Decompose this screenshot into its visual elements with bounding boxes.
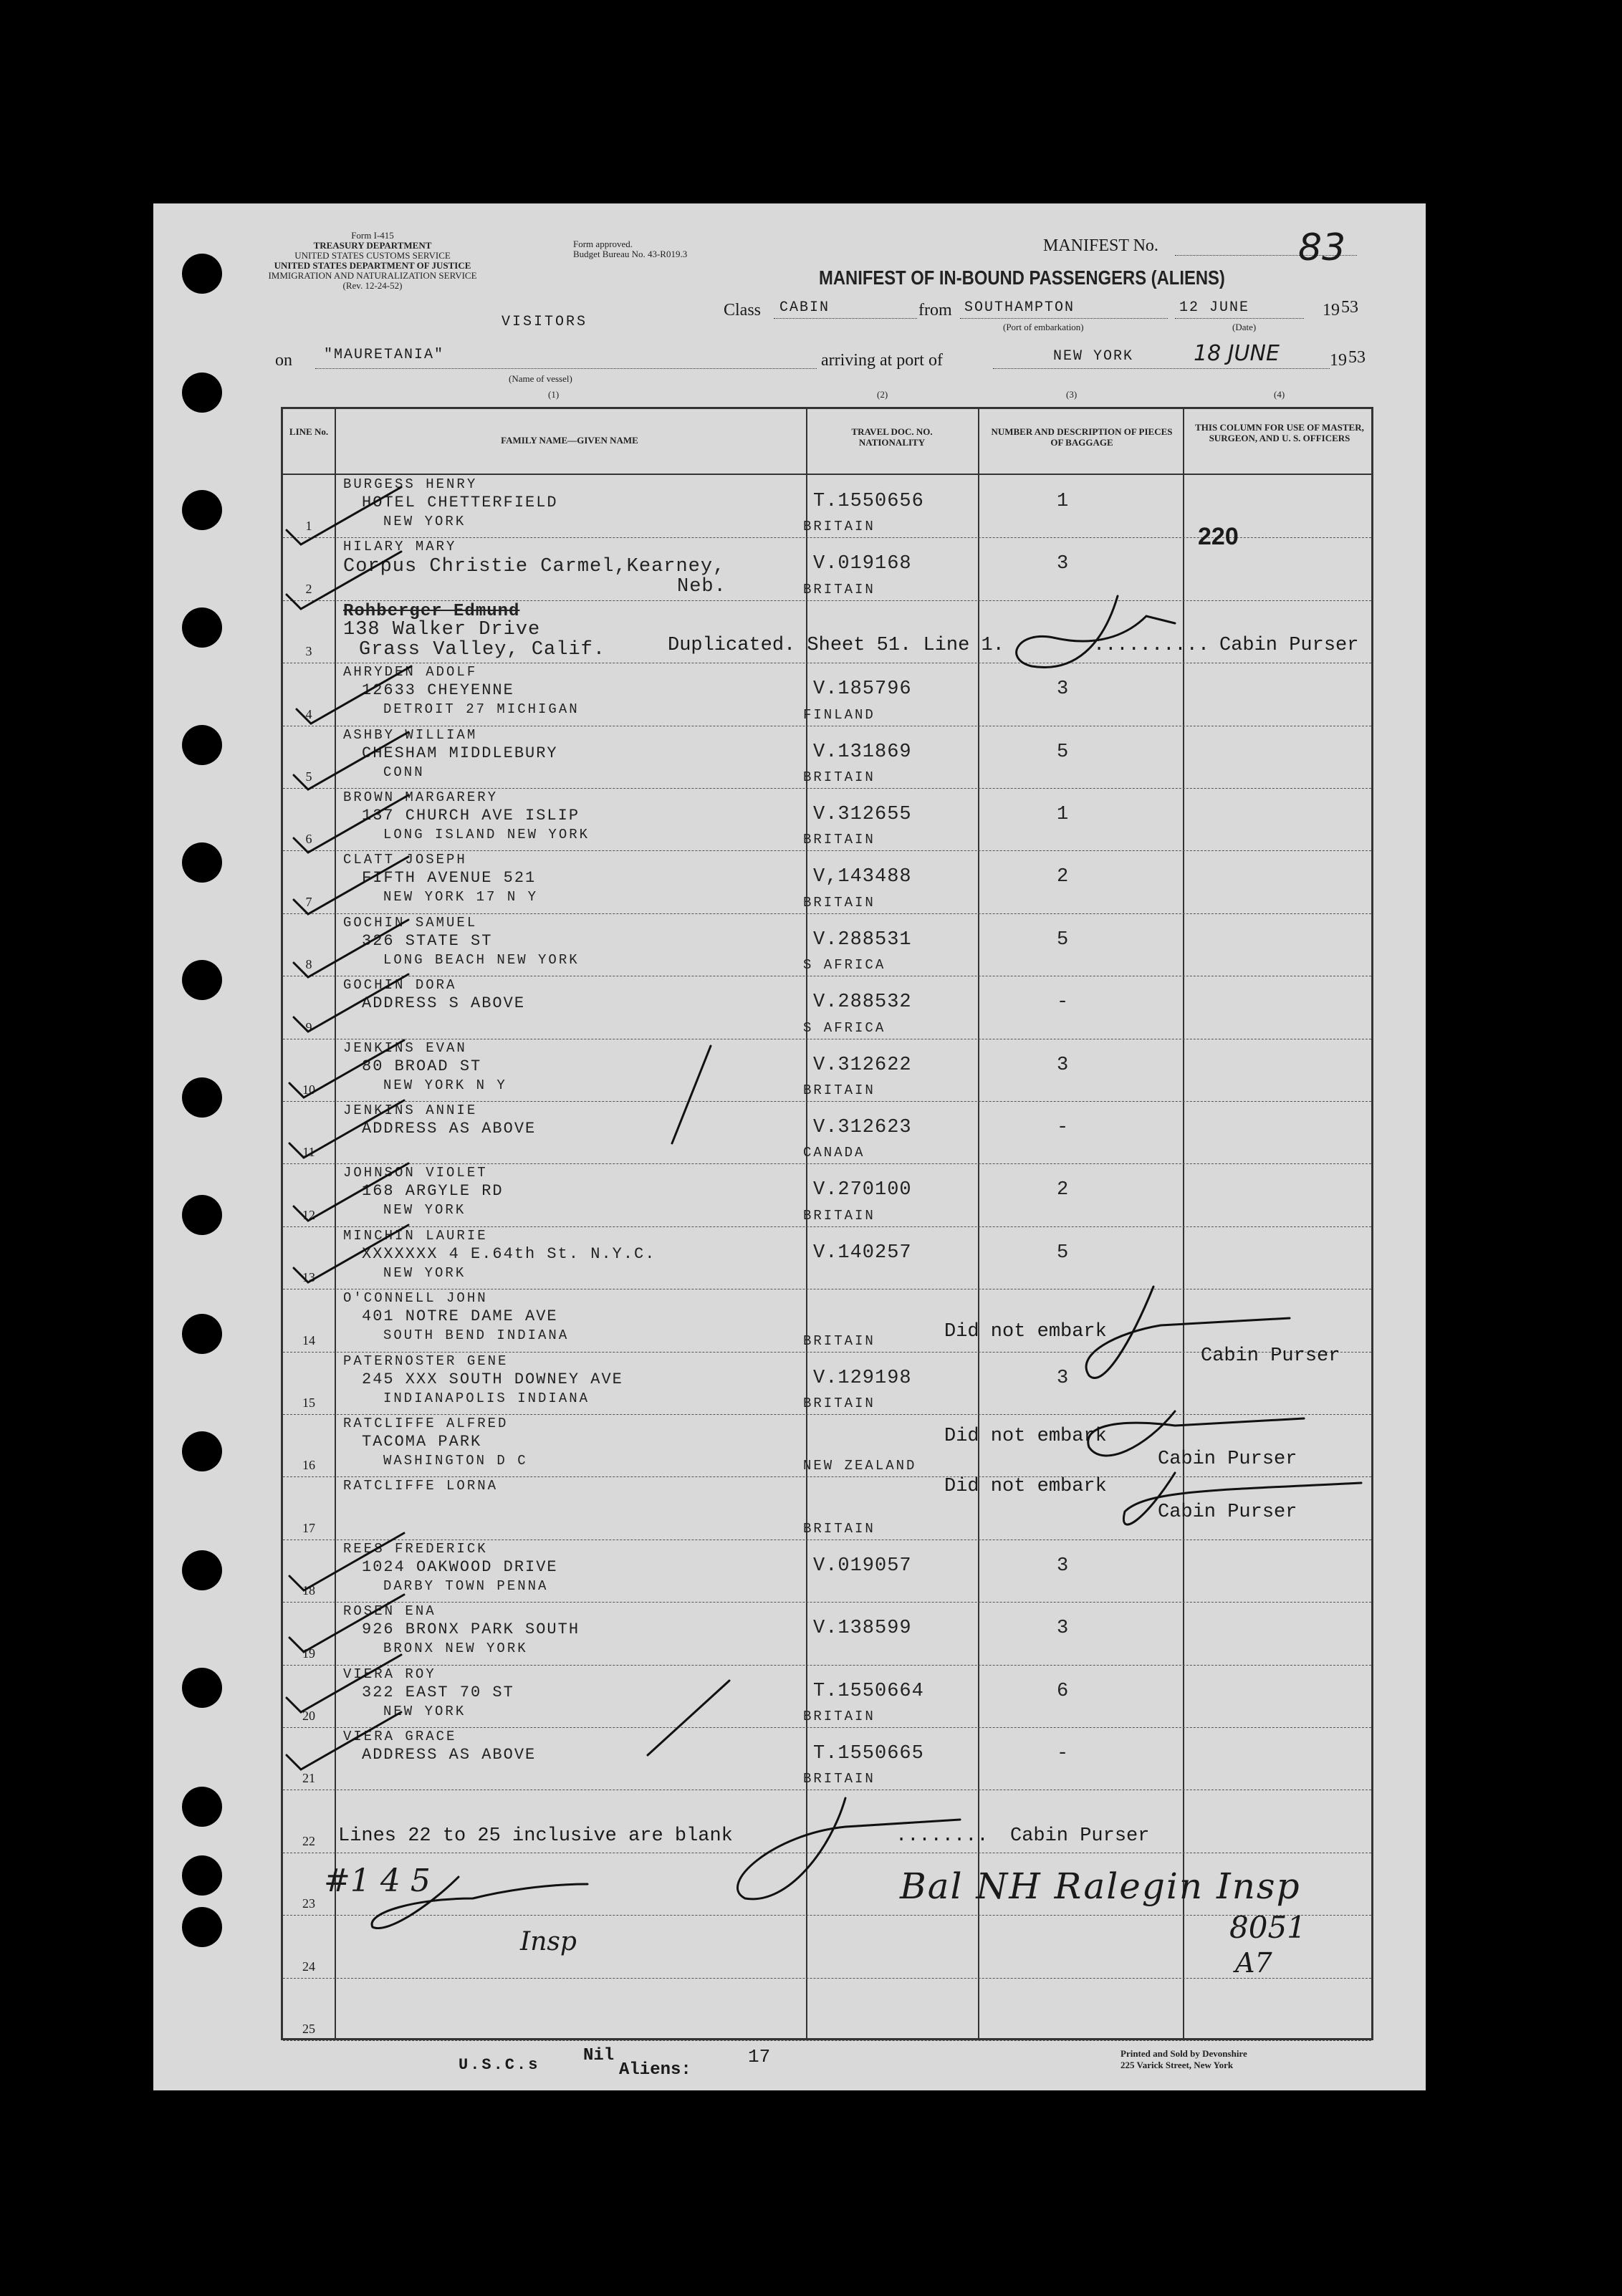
punch-hole [182, 490, 222, 530]
printer-line2: 225 Varick Street, New York [1120, 2060, 1234, 2070]
arrival-year-prefix: 19 [1330, 351, 1347, 370]
baggage-count: 3 [1057, 1054, 1070, 1076]
col-header-travel-doc: TRAVEL DOC. NO. NATIONALITY [851, 426, 933, 448]
line-number: 5 [305, 769, 312, 784]
nationality: BRITAIN [803, 581, 875, 597]
justice-dept: UNITED STATES DEPARTMENT OF JUSTICE [274, 260, 471, 271]
line-number: 19 [302, 1646, 315, 1661]
duplicated-purser: Cabin Purser [1219, 635, 1359, 656]
passenger-address-line1: XXXXXXX 4 E.64th St. N.Y.C. [362, 1244, 656, 1263]
did-not-embark-17: Did not embark [944, 1476, 1107, 1497]
nationality: BRITAIN [803, 894, 875, 911]
passenger-name: GOCHIN SAMUEL [343, 914, 478, 931]
baggage-count: 3 [1057, 1367, 1070, 1389]
punch-hole [182, 1195, 222, 1235]
passenger-address-line2: LONG BEACH NEW YORK [383, 951, 580, 968]
col-num-2: (2) [877, 389, 888, 400]
purser-17: Cabin Purser [1158, 1502, 1297, 1523]
passenger-name: Rohberger Edmund [343, 601, 520, 621]
passenger-address-line1: 168 ARGYLE RD [362, 1182, 504, 1201]
vessel-name: "MAURETANIA" [324, 347, 445, 363]
purser-14: Cabin Purser [1201, 1345, 1340, 1367]
from-line [960, 318, 1168, 319]
arriving-label: arriving at port of [821, 351, 943, 370]
passenger-name: VIERA ROY [343, 1666, 436, 1682]
table-row [283, 1039, 1371, 1101]
passenger-address-line2: Grass Valley, Calif. [359, 638, 606, 661]
footer-aliens-label: Aliens: [619, 2060, 691, 2080]
manifest-title: MANIFEST OF IN-BOUND PASSENGERS (ALIENS) [819, 266, 1225, 289]
baggage-count: 3 [1057, 678, 1070, 701]
punch-hole [182, 1907, 222, 1947]
manifest-no-label: MANIFEST No. [1043, 236, 1158, 255]
handwritten-145: #1 4 5 [324, 1863, 431, 1899]
col-header-baggage: NUMBER AND DESCRIPTION OF PIECES OF BAGGAGE [991, 426, 1173, 448]
table-row [283, 913, 1371, 976]
handwritten-8051: 8051 [1229, 1910, 1306, 1945]
blank-lines-dots: ........ [896, 1825, 989, 1847]
travel-doc-number: V.019057 [813, 1555, 912, 1577]
nationality: BRITAIN [803, 1207, 875, 1224]
travel-doc-number: T.1550665 [813, 1743, 924, 1764]
passenger-address-line2: Neb. [677, 576, 726, 598]
class-line [774, 318, 917, 319]
did-not-embark-16: Did not embark [944, 1426, 1107, 1447]
table-row [283, 1978, 1371, 2040]
baggage-count: 3 [1057, 553, 1070, 575]
passenger-address-line1: CHESHAM MIDDLEBURY [362, 744, 558, 762]
line-number: 22 [302, 1833, 315, 1848]
visitors-stamp: VISITORS [502, 314, 588, 330]
passenger-address-line1: ADDRESS S ABOVE [362, 994, 526, 1013]
table-row [283, 1540, 1371, 1602]
passenger-name: BURGESS HENRY [343, 476, 478, 492]
on-label: on [275, 351, 292, 370]
line-number: 7 [305, 894, 312, 909]
passenger-address-line1: 1024 OAKWOOD DRIVE [362, 1557, 558, 1576]
baggage-count: 3 [1057, 1555, 1070, 1577]
passenger-name: O'CONNELL JOHN [343, 1290, 488, 1307]
travel-doc-number: V.270100 [813, 1179, 912, 1201]
passenger-address-line2: DARBY TOWN PENNA [383, 1577, 549, 1594]
footer-uscs: U.S.C.s [459, 2056, 540, 2074]
passenger-address-line1: TACOMA PARK [362, 1433, 482, 1451]
table-row [283, 726, 1371, 788]
baggage-count: 1 [1057, 491, 1070, 512]
col-num-4: (4) [1274, 389, 1285, 400]
row-rule [283, 2040, 1371, 2041]
passenger-address-line2: INDIANAPOLIS INDIANA [383, 1390, 590, 1406]
passenger-name: RATCLIFFE ALFRED [343, 1416, 509, 1431]
table-row [283, 1289, 1371, 1351]
passenger-name: RATCLIFFE LORNA [343, 1478, 499, 1494]
punch-hole [182, 373, 222, 413]
punch-hole [182, 960, 222, 1000]
punch-hole [182, 1550, 222, 1590]
table-row [283, 850, 1371, 913]
form-revision: (Rev. 12-24-52) [342, 280, 403, 291]
passenger-address-line2: WASHINGTON D C [383, 1453, 528, 1469]
col-header-line-no: LINE No. [289, 426, 329, 437]
passenger-address-line1: 326 STATE ST [362, 931, 493, 950]
passenger-name: AHRYDEN ADOLF [343, 664, 478, 681]
nationality: BRITAIN [803, 1771, 875, 1787]
col-num-1: (1) [548, 389, 560, 400]
line-number: 4 [305, 706, 312, 721]
arrival-port: NEW YORK [1053, 348, 1134, 365]
travel-doc-number: V.129198 [813, 1367, 912, 1389]
blank-lines-purser: Cabin Purser [1010, 1825, 1150, 1847]
footer-aliens-count: 17 [748, 2046, 771, 2067]
footer-nil: Nil [583, 2046, 615, 2065]
passenger-name: MINCHIN LAURIE [343, 1227, 488, 1244]
travel-doc-number: T.1550656 [813, 491, 924, 512]
passenger-name: BROWN MARGARERY [343, 789, 499, 805]
passenger-name: CLATT JOSEPH [343, 852, 467, 868]
nationality: BRITAIN [803, 769, 875, 785]
passenger-address-line1: 12633 CHEYENNE [362, 681, 514, 700]
passenger-address-line1: 138 Walker Drive [343, 618, 541, 640]
passenger-name: JOHNSON VIOLET [343, 1165, 488, 1181]
passenger-name: ROSEN ENA [343, 1603, 436, 1620]
passenger-name: GOCHIN DORA [343, 977, 457, 994]
customs-service: UNITED STATES CUSTOMS SERVICE [294, 250, 451, 261]
travel-doc-number: V.019168 [813, 553, 912, 575]
passenger-address-line2: NEW YORK [383, 1202, 466, 1219]
baggage-count: 5 [1057, 741, 1070, 763]
passenger-address-line2: NEW YORK [383, 1703, 466, 1719]
from-label: from [918, 301, 952, 320]
date-caption: (Date) [1232, 322, 1257, 332]
table-row [283, 788, 1371, 850]
passenger-address-line2: LONG ISLAND NEW YORK [383, 827, 590, 842]
baggage-count: 2 [1057, 1179, 1070, 1201]
travel-doc-number: V.312623 [813, 1117, 912, 1138]
line-number: 23 [302, 1896, 315, 1911]
line-number: 21 [302, 1771, 315, 1786]
year-suffix: 53 [1341, 298, 1358, 317]
table-row [283, 1727, 1371, 1790]
travel-doc-number: V.288531 [813, 928, 912, 951]
nationality: BRITAIN [803, 1082, 875, 1098]
punch-hole [182, 842, 222, 883]
col-num-3: (3) [1066, 389, 1078, 400]
baggage-count: 5 [1057, 928, 1070, 951]
passenger-address-line1: HOTEL CHETTERFIELD [362, 494, 558, 511]
ins-service: IMMIGRATION AND NATURALIZATION SERVICE [268, 270, 477, 281]
line-number: 16 [302, 1458, 315, 1473]
punch-hole [182, 725, 222, 765]
baggage-count: - [1057, 991, 1070, 1014]
passenger-address-line1: 137 CHURCH AVE ISLIP [362, 807, 580, 825]
treasury-dept: TREASURY DEPARTMENT [313, 240, 432, 251]
punch-hole [182, 1787, 222, 1827]
line-number: 13 [302, 1270, 315, 1285]
nationality: BRITAIN [803, 832, 875, 848]
line-number: 18 [302, 1583, 315, 1598]
passenger-address-line1: ADDRESS AS ABOVE [362, 1746, 537, 1764]
form-approval [573, 239, 687, 259]
col-header-officers: THIS COLUMN FOR USE OF MASTER, SURGEON, AND U. S. OFFICERS [1195, 422, 1364, 443]
arrival-date: 18 JUNE [1194, 341, 1280, 366]
year-prefix: 19 [1323, 301, 1340, 320]
travel-doc-number: V.312622 [813, 1054, 912, 1076]
passenger-address-line2: NEW YORK [383, 1264, 466, 1281]
passenger-name: JENKINS ANNIE [343, 1103, 478, 1118]
passenger-address-line1: 401 NOTRE DAME AVE [362, 1307, 558, 1326]
punch-hole [182, 254, 222, 294]
line-number: 25 [302, 2021, 315, 2036]
table-row [283, 976, 1371, 1038]
line-number: 2 [305, 581, 312, 596]
travel-doc-number: V,143488 [813, 866, 912, 888]
date-line [1175, 318, 1304, 319]
passenger-address-line1: 322 EAST 70 ST [362, 1683, 514, 1701]
table-row [283, 1665, 1371, 1727]
passenger-address-line1: ADDRESS AS ABOVE [362, 1120, 537, 1138]
line-number: 1 [305, 519, 312, 534]
passenger-address-line2: NEW YORK N Y [383, 1077, 507, 1093]
line-number: 15 [302, 1395, 315, 1410]
line-number: 14 [302, 1332, 315, 1348]
nationality: CANADA [803, 1145, 865, 1161]
passenger-name: JENKINS EVAN [343, 1039, 467, 1056]
baggage-count: 3 [1057, 1618, 1070, 1640]
manifest-number: 83 [1298, 226, 1346, 269]
punch-hole [182, 1314, 222, 1354]
passenger-address-line2: NEW YORK 17 N Y [383, 889, 539, 906]
passenger-address-line2: BRONX NEW YORK [383, 1641, 528, 1657]
arrival-year-suffix: 53 [1348, 348, 1366, 367]
passenger-address-line2: SOUTH BEND INDIANA [383, 1327, 570, 1344]
table-row [283, 1602, 1371, 1664]
form-dept-block [265, 231, 480, 291]
passenger-address-line1: 80 BROAD ST [362, 1057, 482, 1075]
punch-hole [182, 1855, 222, 1896]
punch-hole [182, 1431, 222, 1471]
printer-line1: Printed and Sold by Devonshire [1120, 2048, 1247, 2059]
line-number: 17 [302, 1520, 315, 1535]
class-label: Class [724, 301, 762, 320]
line-number: 10 [302, 1082, 315, 1097]
passenger-name: VIERA GRACE [343, 1729, 457, 1744]
table-row [283, 1163, 1371, 1226]
table-row [283, 1915, 1371, 1977]
passenger-address-line1: Corpus Christie Carmel,Kearney, [343, 556, 726, 578]
punch-hole [182, 1077, 222, 1118]
budget-bureau: Budget Bureau No. 43-R019.3 [573, 249, 688, 259]
from-value: SOUTHAMPTON [964, 299, 1075, 316]
form-number: Form I-415 [351, 230, 394, 241]
handwritten-insp: Insp [520, 1927, 577, 1956]
vessel-caption: (Name of vessel) [509, 373, 572, 384]
punch-hole [182, 1668, 222, 1708]
line-number: 11 [302, 1145, 315, 1160]
line-number: 6 [305, 832, 312, 847]
baggage-count: 5 [1057, 1241, 1070, 1264]
passenger-address-line2: DETROIT 27 MICHIGAN [383, 701, 580, 718]
line-number: 8 [305, 957, 312, 972]
departure-date: 12 JUNE [1179, 299, 1250, 316]
table-row [283, 663, 1371, 725]
travel-doc-number: V.131869 [813, 741, 912, 763]
baggage-count: 2 [1057, 866, 1070, 888]
passenger-address-line1: 926 BRONX PARK SOUTH [362, 1620, 580, 1639]
passenger-name: REES FREDERICK [343, 1540, 488, 1557]
handwritten-bal: Bal NH Ralegin Insp [900, 1865, 1301, 1907]
baggage-count: 1 [1057, 804, 1070, 825]
travel-doc-number: V.140257 [813, 1241, 912, 1264]
travel-doc-number: T.1550664 [813, 1680, 924, 1702]
blank-lines-note: Lines 22 to 25 inclusive are blank [338, 1825, 733, 1847]
nationality: BRITAIN [803, 519, 875, 535]
passenger-name: PATERNOSTER GENE [343, 1353, 509, 1369]
nationality: BRITAIN [803, 1520, 875, 1537]
passenger-name: HILARY MARY [343, 539, 457, 555]
col-header-name: FAMILY NAME—GIVEN NAME [501, 435, 638, 446]
travel-doc-number: V.288532 [813, 991, 912, 1014]
nationality: BRITAIN [803, 1708, 875, 1724]
punch-hole [182, 607, 222, 648]
vessel-line [315, 368, 817, 369]
passenger-address-line1: FIFTH AVENUE 521 [362, 869, 537, 888]
officer-220: 220 [1198, 523, 1239, 550]
nationality: FINLAND [803, 706, 875, 723]
passenger-name: ASHBY WILLIAM [343, 726, 478, 743]
passenger-address-line2: NEW YORK [383, 514, 466, 529]
duplicated-dots: .......... [1093, 635, 1210, 656]
line-number: 20 [302, 1708, 315, 1723]
passenger-address-line1: 245 XXX SOUTH DOWNEY AVE [362, 1370, 623, 1388]
baggage-count: - [1057, 1117, 1070, 1138]
nationality: BRITAIN [803, 1395, 875, 1411]
travel-doc-number: V.185796 [813, 678, 912, 701]
duplicated-note: Duplicated. Sheet 51. Line 1. [668, 635, 1004, 656]
nationality: NEW ZEALAND [803, 1458, 917, 1474]
baggage-count: 6 [1057, 1680, 1070, 1702]
nationality: S AFRICA [803, 1019, 886, 1036]
line-number: 9 [305, 1019, 312, 1034]
arrival-line [993, 368, 1330, 369]
nationality: S AFRICA [803, 957, 886, 974]
class-value: CABIN [779, 299, 830, 316]
purser-16: Cabin Purser [1158, 1449, 1297, 1470]
travel-doc-number: V.312655 [813, 804, 912, 825]
passenger-address-line2: CONN [383, 764, 425, 780]
did-not-embark-14: Did not embark [944, 1321, 1107, 1342]
port-embark-caption: (Port of embarkation) [1003, 322, 1084, 332]
table-row [283, 1101, 1371, 1163]
nationality: BRITAIN [803, 1332, 875, 1349]
line-number: 24 [302, 1959, 315, 1974]
form-approved: Form approved. [573, 239, 633, 249]
handwritten-a7: A7 [1235, 1947, 1272, 1979]
table-row [283, 1226, 1371, 1289]
line-number: 3 [305, 644, 312, 659]
baggage-count: - [1057, 1743, 1070, 1764]
line-number: 12 [302, 1207, 315, 1222]
travel-doc-number: V.138599 [813, 1618, 912, 1640]
